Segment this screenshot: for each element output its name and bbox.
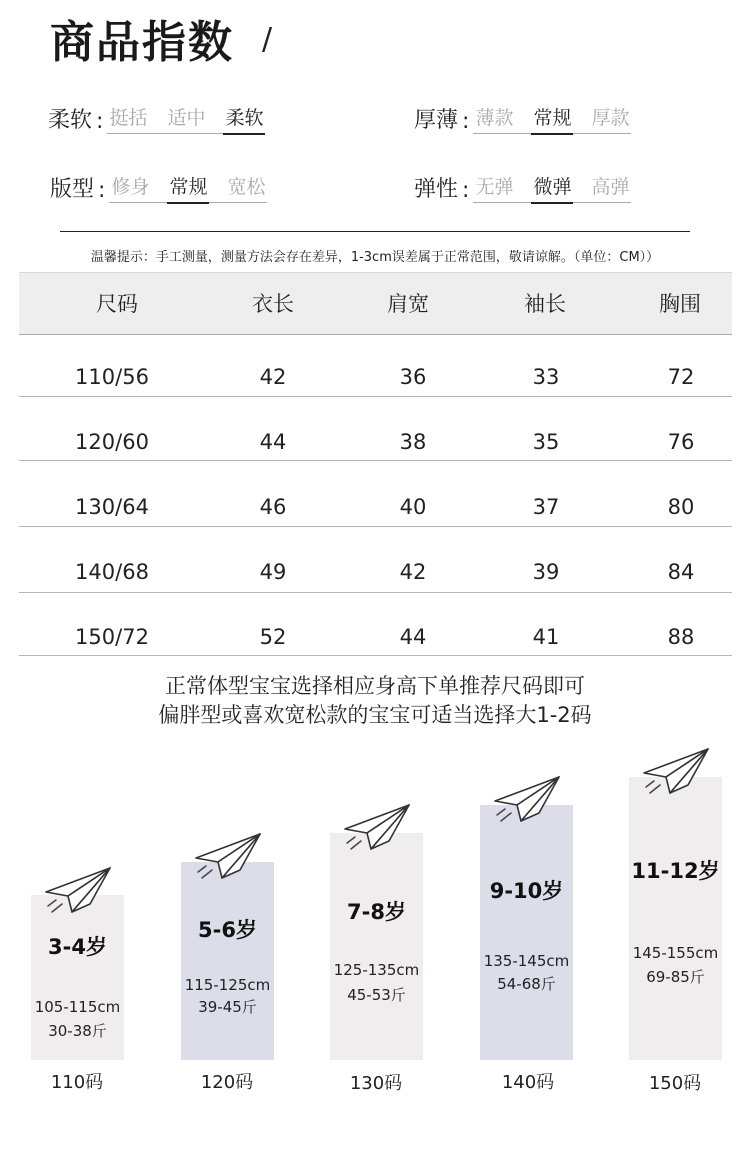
table-cell: 35 [532,430,560,454]
attribute-thickness [414,103,631,134]
height-range: 135-145cm [483,952,570,970]
table-cell: 52 [259,625,287,649]
attribute-elasticity [414,172,631,203]
header-shoulder: 肩宽 [387,292,429,316]
table-cell: 76 [667,430,695,454]
table-cell: 42 [259,365,287,389]
height-range: 115-125cm [184,976,271,994]
table-cell: 88 [667,625,695,649]
age-range: 3-4岁 [48,935,107,959]
title-slash: / [262,22,273,57]
table-cell-size: 130/64 [75,495,149,519]
attribute-colon: : [462,178,470,203]
table-cell: 33 [532,365,560,389]
height-range: 105-115cm [34,998,121,1016]
option-group [473,172,631,203]
paper-plane-icon [640,747,712,797]
size-label: 150码 [648,1073,702,1094]
option-group [107,103,265,134]
option-soft-selected: 柔软 [223,103,265,135]
table-cell: 37 [532,495,560,519]
attribute-label: 厚薄 [414,108,459,133]
table-cell: 84 [667,560,695,584]
age-range: 5-6岁 [198,918,257,942]
table-cell-size: 150/72 [75,625,149,649]
row-divider [19,526,732,527]
size-guide-column-150 [629,777,722,1060]
option-no-stretch: 无弹 [475,176,514,198]
age-range: 9-10岁 [489,879,564,903]
option-high-stretch: 高弹 [591,176,630,198]
table-cell: 72 [667,365,695,389]
table-cell: 44 [259,430,287,454]
measurement-notice: 温馨提示：手工测量，测量方法会存在差异，1-3cm误差属于正常范围，敬请谅解。（单位：CM）） [90,250,660,265]
option-loose: 宽松 [227,176,266,198]
header-chest: 胸围 [659,292,701,316]
size-guide-column-120 [181,862,274,1060]
table-cell: 38 [399,430,427,454]
recommendation-line-2: 偏胖型或喜欢宽松款的宝宝可适当选择大1-2码 [158,703,592,727]
weight-range: 69-85斤 [646,968,705,986]
weight-range: 54-68斤 [497,975,556,993]
size-label: 130码 [349,1073,403,1094]
size-label: 140码 [501,1072,555,1093]
option-thick: 厚款 [591,107,630,129]
table-cell-size: 110/56 [75,365,149,389]
table-cell: 40 [399,495,427,519]
row-divider [19,460,732,461]
option-group [473,103,631,134]
page-title: 商品指数 [50,17,234,68]
table-cell: 44 [399,625,427,649]
weight-range: 39-45斤 [198,998,257,1016]
header-length: 衣长 [252,292,294,316]
table-cell: 39 [532,560,560,584]
header-size: 尺码 [96,292,138,316]
attribute-softness [48,103,265,134]
height-range: 145-155cm [632,944,719,962]
row-divider [19,592,732,593]
age-range: 7-8岁 [347,900,406,924]
size-guide-column-130 [330,833,423,1060]
option-group [109,172,267,203]
option-slim: 修身 [111,176,150,198]
size-guide-column-140 [480,805,573,1060]
attribute-colon: : [96,109,104,134]
table-cell: 46 [259,495,287,519]
row-divider [19,396,732,397]
attribute-label: 柔软 [48,108,93,133]
option-slight-stretch-selected: 微弹 [531,172,573,204]
paper-plane-icon [341,803,413,853]
table-cell: 80 [667,495,695,519]
option-regular-selected: 常规 [167,172,209,204]
option-stiff: 挺括 [109,107,148,129]
option-thin: 薄款 [475,107,514,129]
paper-plane-icon [491,775,563,825]
height-range: 125-135cm [333,961,420,979]
paper-plane-icon [192,832,264,882]
attribute-colon: : [462,109,470,134]
recommendation-line-1: 正常体型宝宝选择相应身高下单推荐尺码即可 [165,674,585,698]
weight-range: 30-38斤 [48,1022,107,1040]
table-cell-size: 120/60 [75,430,149,454]
weight-range: 45-53斤 [347,986,406,1004]
attribute-label: 版型 [50,177,95,202]
attribute-label: 弹性 [414,177,459,202]
section-divider [60,231,690,232]
table-cell-size: 140/68 [75,560,149,584]
table-cell: 49 [259,560,287,584]
age-range: 11-12岁 [631,859,720,883]
header-sleeve: 袖长 [524,292,566,316]
row-divider [19,655,732,656]
paper-plane-icon [42,866,114,916]
option-regular-selected: 常规 [531,103,573,135]
size-guide-column-110 [31,895,124,1060]
size-label: 120码 [200,1072,254,1093]
table-cell: 42 [399,560,427,584]
size-label: 110码 [50,1072,104,1093]
attribute-fit [50,172,267,203]
table-cell: 41 [532,625,560,649]
option-moderate: 适中 [167,107,206,129]
table-cell: 36 [399,365,427,389]
attribute-colon: : [98,178,106,203]
